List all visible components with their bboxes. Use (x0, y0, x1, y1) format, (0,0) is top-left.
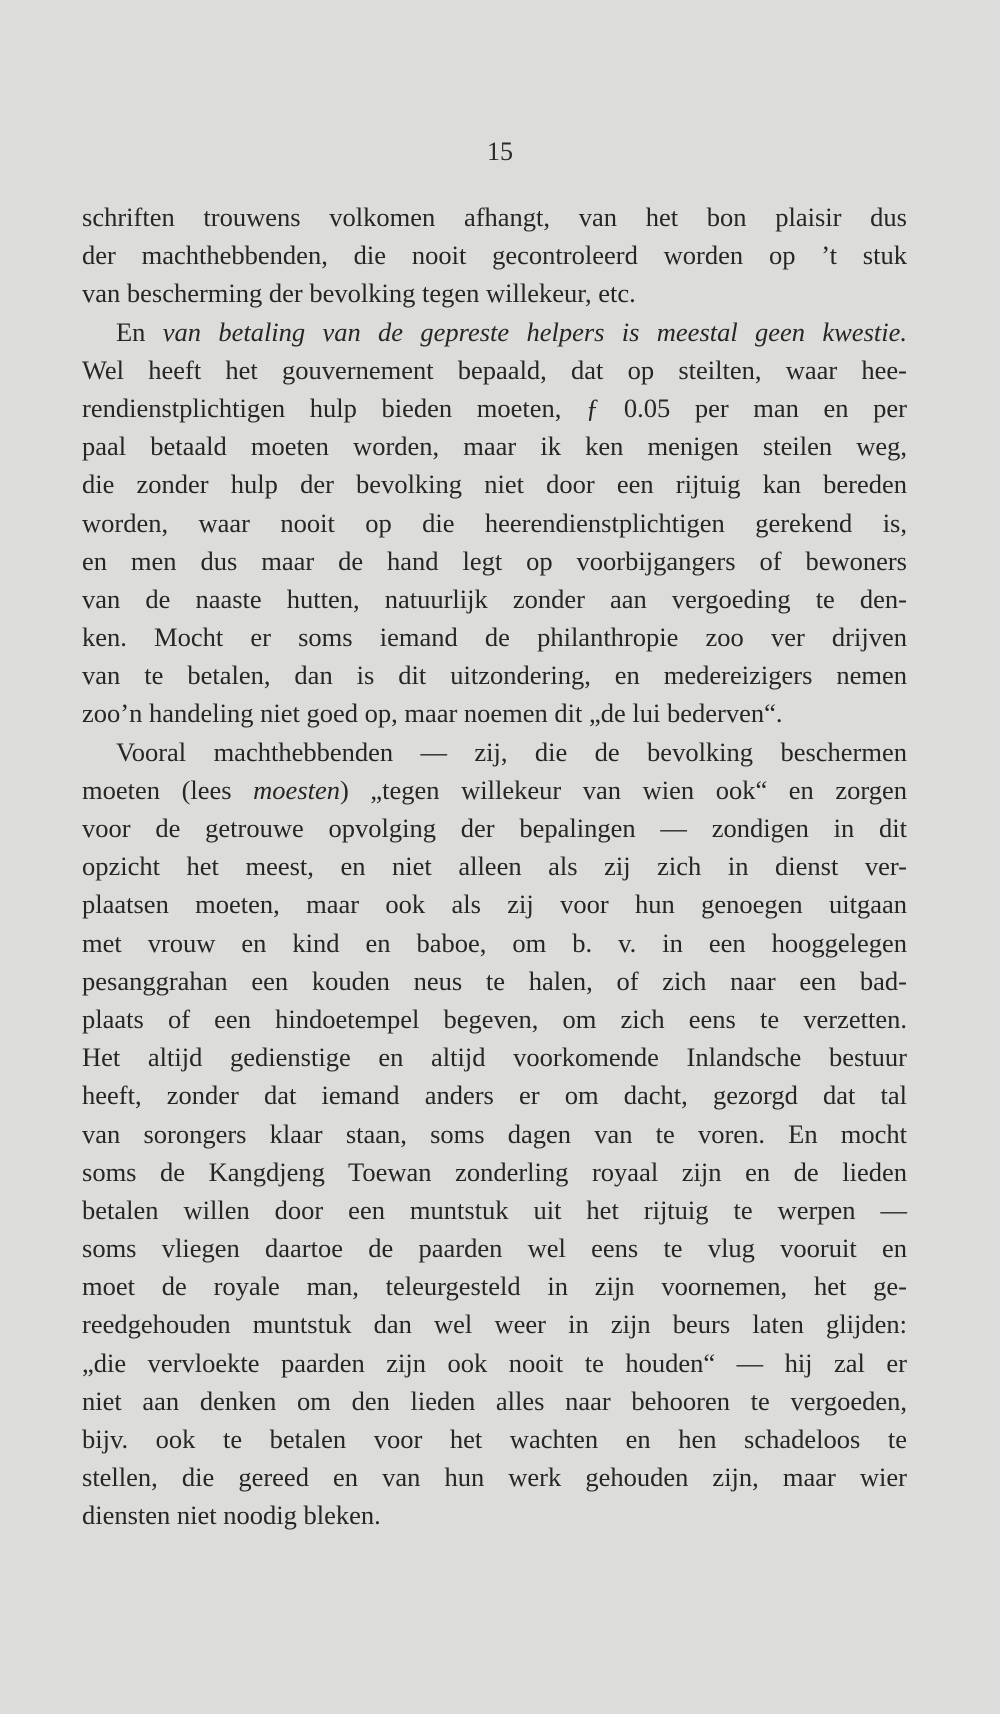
text-line (82, 1000, 907, 1038)
text-segment: betalen willen door een muntstuk uit het rijtuig te werpen — (82, 1194, 907, 1225)
text-segment: soms de Kangdjeng Toewan zonderling royaal zijn en de lieden (82, 1156, 907, 1187)
text-segment: opzicht het meest, en niet alleen als zij zich in dienst ver- (82, 851, 907, 882)
text-segment: plaatsen moeten, maar ook als zij voor hun genoegen uitgaan (82, 889, 907, 920)
text-line (82, 427, 907, 465)
text-segment: ) „tegen willekeur van wien ook“ en zorgen (340, 774, 907, 805)
text-line (82, 885, 907, 923)
text-line (82, 465, 907, 503)
text-line (82, 1382, 907, 1420)
text-segment: voor de getrouwe opvolging der bepalingen — zondigen in dit (82, 813, 907, 843)
text-line (82, 809, 907, 847)
text-segment: en men dus maar de hand legt op voorbijgangers of bewoners (82, 545, 907, 576)
text-segment: En (116, 316, 163, 347)
text-line (82, 198, 907, 236)
text-segment: soms vliegen daartoe de paarden wel eens te vlug vooruit en (82, 1233, 907, 1264)
text-segment: van te betalen, dan is dit uitzondering, en medereizigers nemen (82, 660, 907, 691)
text-line (82, 504, 907, 542)
text-segment: „die vervloekte paarden zijn ook nooit te houden“ — hij zal er (82, 1347, 907, 1378)
text-line (82, 1267, 907, 1305)
text-line (82, 1458, 907, 1496)
text-line (82, 962, 907, 1000)
text-segment: met vrouw en kind en baboe, om b. v. in een hooggelegen (82, 927, 907, 958)
text-line (82, 313, 907, 351)
text-line (82, 274, 907, 312)
text-line (82, 1496, 907, 1534)
text-segment: die zonder hulp der bevolking niet door een rijtuig kan bereden (82, 469, 907, 500)
text-segment: der machthebbenden, die nooit gecontroleerd worden op ’t stuk (82, 240, 907, 271)
text-segment: plaats of een hindoetempel begeven, om zich eens te verzetten. (82, 1003, 907, 1034)
text-line (82, 1305, 907, 1343)
text-line (82, 542, 907, 580)
text-segment: niet aan denken om den lieden alles naar behooren te vergoeden, (82, 1385, 907, 1416)
text-line (82, 924, 907, 962)
text-segment: paal betaald moeten worden, maar ik ken menigen steilen weg, (82, 431, 907, 462)
text-segment: reedgehouden muntstuk dan wel weer in zijn beurs laten glijden: (82, 1309, 907, 1340)
text-segment: moet de royale man, teleurgesteld in zijn voornemen, het ge- (82, 1271, 907, 1302)
text-line (82, 656, 907, 694)
page-number: 15 (487, 137, 513, 166)
text-line (82, 580, 907, 618)
text-segment: zoo’n handeling niet goed op, maar noemen dit „de lui bederven“. (82, 698, 783, 729)
text-segment: moeten (lees (82, 774, 254, 805)
text-segment: ken. Mocht er soms iemand de philanthropie zoo ver drijven (82, 622, 907, 653)
text-segment: schriften trouwens volkomen afhangt, van het bon plaisir dus (82, 202, 907, 232)
italic-text: moesten (253, 774, 341, 805)
text-line (82, 1229, 907, 1267)
text-line (82, 1344, 907, 1382)
text-segment: pesanggrahan een kouden neus te halen, of zich naar een bad- (82, 965, 907, 996)
text-line (82, 1153, 907, 1191)
text-segment: bijv. ook te betalen voor het wachten en hen schadeloos te (82, 1424, 907, 1454)
text-line (82, 847, 907, 885)
text-line (82, 771, 907, 809)
text-line (82, 733, 907, 771)
text-segment: Het altijd gedienstige en altijd voorkomende Inlandsche bestuur (82, 1042, 907, 1073)
text-segment: van sorongers klaar staan, soms dagen van te voren. En mocht (82, 1118, 907, 1149)
text-segment: worden, waar nooit op die heerendienstplichtigen gerekend is, (82, 507, 907, 538)
body-text (82, 198, 907, 1535)
text-segment: stellen, die gereed en van hun werk gehouden zijn, maar wier (82, 1462, 907, 1493)
text-line (82, 1191, 907, 1229)
text-line (82, 1420, 907, 1458)
text-segment: van bescherming der bevolking tegen willekeur, etc. (82, 278, 636, 309)
text-segment: diensten niet noodig bleken. (82, 1500, 381, 1531)
text-line (82, 351, 907, 389)
text-segment: Wel heeft het gouvernement bepaald, dat op steilten, waar hee- (82, 354, 907, 385)
text-line (82, 1038, 907, 1076)
text-line (82, 236, 907, 274)
italic-text: van betaling van de gepreste helpers is meestal geen kwestie. (162, 316, 907, 347)
text-segment: Vooral machthebbenden — zij, die de bevolking beschermen (116, 736, 907, 767)
text-line (82, 1115, 907, 1153)
text-line (82, 618, 907, 656)
text-segment: rendienstplichtigen hulp bieden moeten, ƒ 0.05 per man en per (82, 392, 907, 423)
text-line (82, 389, 907, 427)
text-line (82, 694, 907, 732)
text-line (82, 1076, 907, 1114)
text-segment: heeft, zonder dat iemand anders er om dacht, gezorgd dat tal (82, 1080, 907, 1111)
text-segment: van de naaste hutten, natuurlijk zonder aan vergoeding te den- (82, 583, 907, 614)
